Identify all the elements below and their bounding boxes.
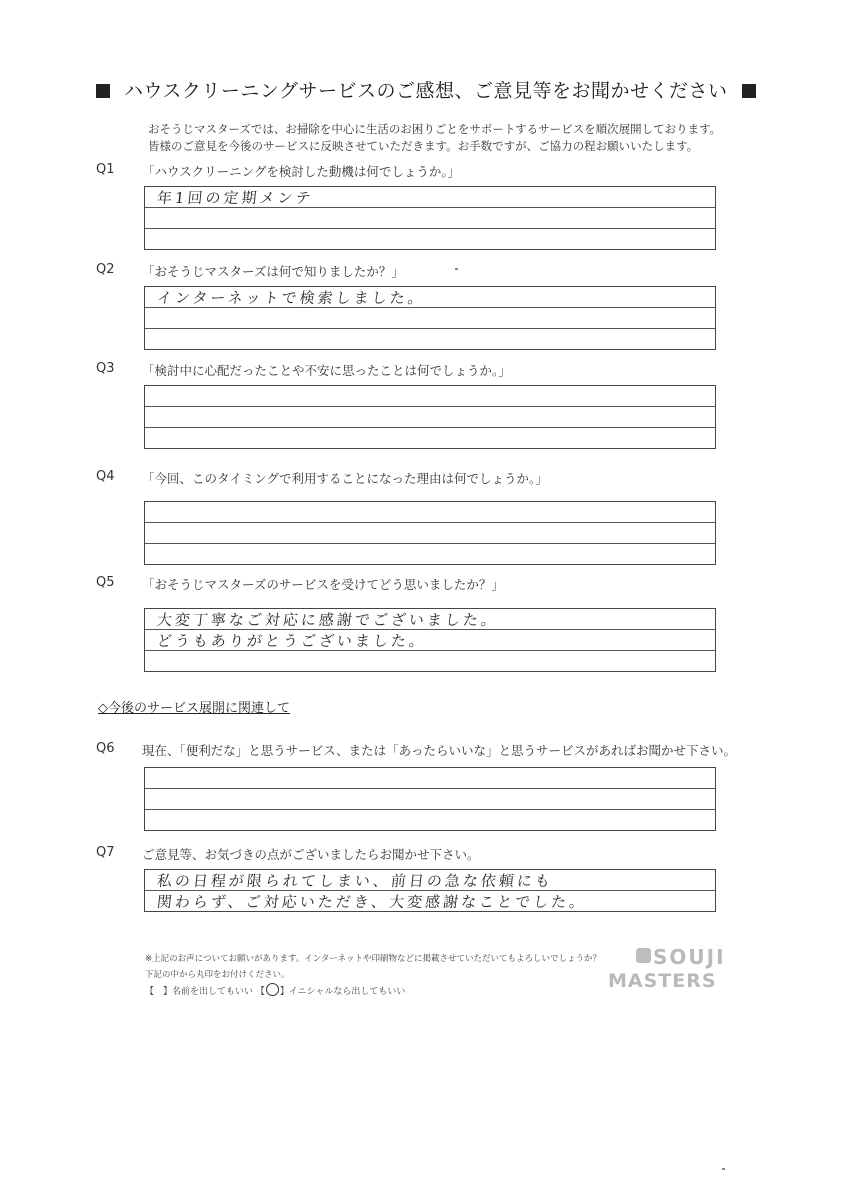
question-text: 「おそうじマスターズのサービスを受けてどう思いましたか？」 bbox=[142, 577, 504, 592]
handwritten-answer: 関わらず、ご対応いただき、大変感謝なことでした。 bbox=[156, 893, 589, 911]
page-title bbox=[96, 76, 786, 103]
consent-notes bbox=[145, 951, 601, 1000]
answer-box[interactable] bbox=[144, 767, 716, 831]
answer-box[interactable] bbox=[144, 286, 716, 350]
note-line: ※上記のお声についてお願いがあります。インターネットや印刷物などに掲載させていただいてもよろしいでしょうか？ bbox=[145, 954, 602, 964]
question-label: Q1 bbox=[96, 162, 115, 177]
question-label: Q2 bbox=[96, 262, 115, 277]
square-bullet-icon bbox=[742, 84, 756, 98]
question-text: 「今回、このタイミングで利用することになった理由は何でしょうか。」 bbox=[142, 471, 548, 486]
intro-text bbox=[148, 121, 721, 155]
handwritten-answer: どうもありがとうございました。 bbox=[156, 632, 428, 650]
question-label: Q7 bbox=[96, 845, 115, 860]
option-name-ok[interactable]: 【 】名前を出してもいい bbox=[145, 987, 254, 997]
question-label: Q5 bbox=[96, 575, 115, 590]
answer-box[interactable] bbox=[144, 501, 716, 565]
question-text: 「おそうじマスターズは何で知りましたか？」 bbox=[142, 264, 404, 279]
question-text: 現在、「便利だな」と思うサービス、または「あったらいいな」と思うサービスがあればお聞かせ下さい。 bbox=[142, 743, 737, 758]
logo-badge-icon bbox=[636, 948, 651, 963]
question-label: Q6 bbox=[96, 741, 115, 756]
handwritten-answer: 私の日程が限られてしまい、前日の急な依頼にも bbox=[156, 872, 554, 890]
intro-line: 皆様のご意見を今後のサービスに反映させていただきます。お手数ですが、ご協力の程お願いいたします。 bbox=[148, 139, 699, 153]
handwritten-answer: インターネットで検索しました。 bbox=[156, 289, 427, 307]
question-text: ご意見等、お気づきの点がございましたらお聞かせ下さい。 bbox=[142, 847, 480, 862]
question-text: 「検討中に心配だったことや不安に思ったことは何でしょうか。」 bbox=[142, 363, 511, 378]
question-label: Q3 bbox=[96, 361, 115, 376]
scan-speck bbox=[455, 268, 458, 270]
square-bullet-icon bbox=[96, 84, 110, 98]
handwritten-answer: 年1回の定期メンテ bbox=[156, 189, 315, 207]
section-heading: ◇今後のサービス展開に関連して bbox=[98, 701, 290, 716]
scan-speck bbox=[722, 1168, 725, 1170]
title-text: ハウスクリーニングサービスのご感想、ご意見等をお聞かせください bbox=[124, 80, 728, 102]
logo-line2: MASTERS bbox=[608, 970, 717, 992]
option-initials-ok[interactable]: 【 】イニシャルなら出してもいい bbox=[256, 987, 405, 997]
circle-mark-icon bbox=[266, 983, 279, 996]
osouji-masters-logo bbox=[608, 945, 726, 997]
intro-line: おそうじマスターズでは、お掃除を中心に生活のお困りごとをサポートするサービスを順次展開しております。 bbox=[148, 122, 722, 136]
question-text: 「ハウスクリーニングを検討した動機は何でしょうか。」 bbox=[142, 164, 461, 179]
note-line: 下記の中から丸印をお付けください。 bbox=[145, 970, 290, 980]
logo-line1: SOUJI bbox=[653, 945, 726, 969]
question-label: Q4 bbox=[96, 469, 115, 484]
answer-box[interactable] bbox=[144, 385, 716, 449]
answer-box[interactable] bbox=[144, 186, 716, 250]
answer-box[interactable] bbox=[144, 608, 716, 672]
consent-options bbox=[145, 983, 601, 1000]
answer-box[interactable] bbox=[144, 869, 716, 912]
handwritten-answer: 大変丁寧なご対応に感謝でございました。 bbox=[156, 611, 500, 629]
